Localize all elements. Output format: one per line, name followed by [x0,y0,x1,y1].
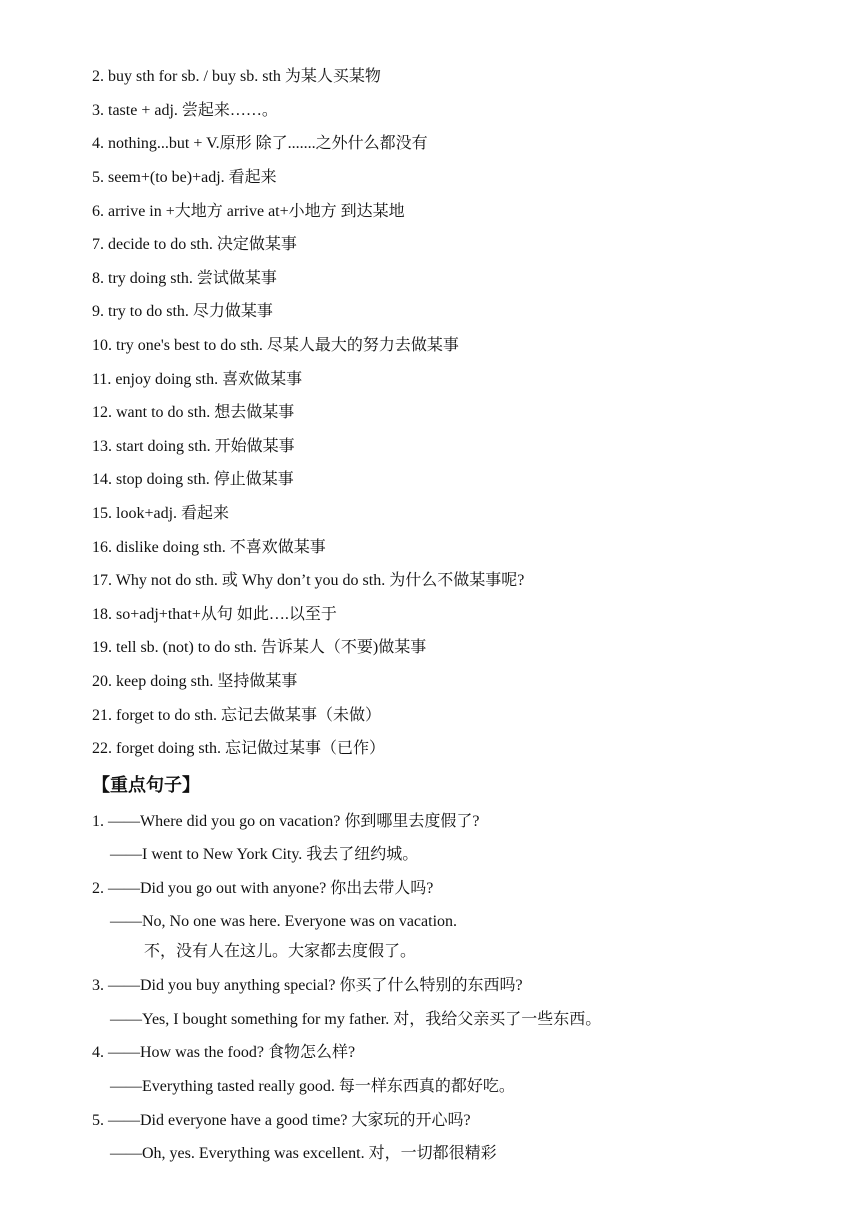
dialogue-answer: ——Oh, yes. Everything was excellent. 对，一切都很精彩 [110,1145,497,1162]
phrase-line: 13. start doing sth. 开始做某事 [92,438,295,455]
phrase-line: 21. forget to do sth. 忘记去做某事（未做） [92,707,382,724]
dialogue-question: 5. ——Did everyone have a good time? 大家玩的开心吗? [92,1112,471,1129]
phrase-line: 9. try to do sth. 尽力做某事 [92,303,273,320]
dialogue-answer: ——Yes, I bought something for my father. 对，我给父亲买了一些东西。 [110,1011,602,1028]
phrase-line: 6. arrive in +大地方 arrive at+小地方 到达某地 [92,203,405,220]
phrase-line: 18. so+adj+that+从句 如此….以至于 [92,606,337,623]
dialogue-answer: ——Everything tasted really good. 每一样东西真的都好吃。 [110,1078,515,1095]
phrase-line: 17. Why not do sth. 或 Why don’t you do sth. 为什么不做某事呢? [92,572,525,589]
phrase-line: 2. buy sth for sb. / buy sb. sth 为某人买某物 [92,68,381,85]
dialogue-answer-translation: 不，没有人在这儿。大家都去度假了。 [144,943,417,960]
phrase-line: 11. enjoy doing sth. 喜欢做某事 [92,371,303,388]
section-heading: 【重点句子】 [92,775,200,796]
phrase-line: 10. try one's best to do sth. 尽某人最大的努力去做某事 [92,337,459,354]
phrase-line: 3. taste + adj. 尝起来……。 [92,102,278,119]
phrase-line: 15. look+adj. 看起来 [92,505,230,522]
phrase-line: 12. want to do sth. 想去做某事 [92,404,295,421]
phrase-line: 8. try doing sth. 尝试做某事 [92,270,277,287]
phrase-line: 5. seem+(to be)+adj. 看起来 [92,169,277,186]
dialogue-answer: ——I went to New York City. 我去了纽约城。 [110,846,419,863]
phrase-line: 14. stop doing sth. 停止做某事 [92,471,294,488]
phrase-line: 16. dislike doing sth. 不喜欢做某事 [92,539,326,556]
dialogue-question: 3. ——Did you buy anything special? 你买了什么特别的东西吗? [92,977,523,994]
phrase-line: 20. keep doing sth. 坚持做某事 [92,673,298,690]
dialogue-question: 2. ——Did you go out with anyone? 你出去带人吗? [92,880,434,897]
dialogue-question: 1. ——Where did you go on vacation? 你到哪里去度假了? [92,813,480,830]
dialogue-question: 4. ——How was the food? 食物怎么样? [92,1044,356,1061]
phrase-line: 19. tell sb. (not) to do sth. 告诉某人（不要)做某事 [92,639,427,656]
dialogue-answer: ——No, No one was here. Everyone was on vacation. [110,913,458,930]
phrase-line: 22. forget doing sth. 忘记做过某事（已作） [92,740,386,757]
phrase-line: 4. nothing...but + V.原形 除了.......之外什么都没有 [92,135,428,152]
phrase-line: 7. decide to do sth. 决定做某事 [92,236,297,253]
